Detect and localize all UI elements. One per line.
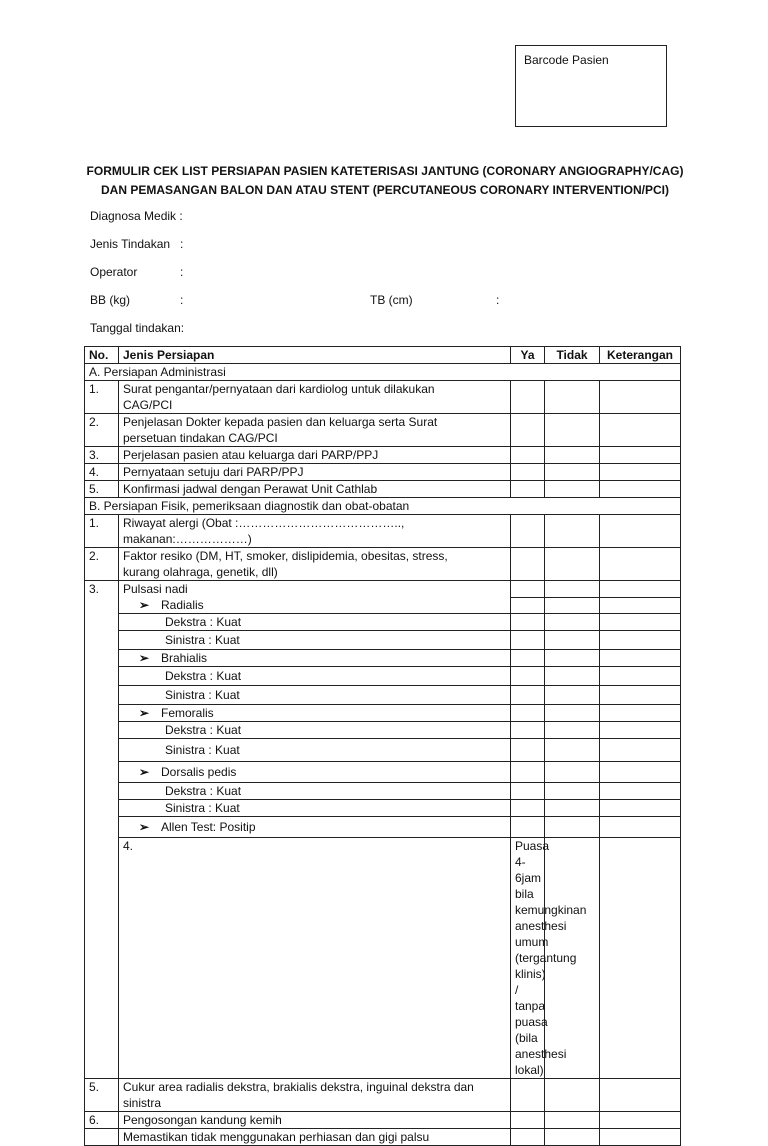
arrow-bullet-icon: ➢ (139, 765, 150, 779)
keterangan-cell[interactable] (600, 414, 681, 447)
radialis-heading (119, 597, 511, 614)
colon: : (180, 265, 184, 279)
row-text: Riwayat alergi (Obat :………………………………….., makanan:………………) (119, 515, 511, 548)
ya-cell[interactable] (511, 705, 545, 722)
ya-cell[interactable] (511, 650, 545, 667)
row-no: 1. (85, 515, 119, 548)
header-keterangan: Keterangan (600, 347, 681, 364)
ya-cell[interactable] (511, 783, 545, 800)
barcode-box (515, 45, 667, 127)
ya-cell[interactable] (511, 381, 545, 414)
row-no: 4. (85, 464, 119, 481)
brahialis-label: Brahialis (161, 651, 208, 665)
keterangan-cell[interactable] (600, 515, 681, 548)
brahialis-sinistra: Sinistra : Kuat (119, 686, 511, 705)
table-row (85, 1129, 681, 1146)
row-text: Pernyataan setuju dari PARP/PPJ (119, 464, 511, 481)
row-no (85, 1129, 119, 1146)
allen-test (119, 817, 511, 838)
brahialis-heading (119, 650, 511, 667)
femoralis-sinistra: Sinistra : Kuat (119, 739, 511, 762)
table-row (85, 515, 681, 548)
ya-cell[interactable] (511, 548, 545, 581)
keterangan-cell[interactable] (600, 614, 681, 631)
tidak-cell[interactable] (545, 1129, 600, 1146)
section-a-row (85, 364, 681, 381)
tb-label: TB (cm) (370, 293, 413, 307)
keterangan-cell[interactable] (600, 381, 681, 414)
operator-label: Operator (90, 265, 138, 279)
tidak-cell[interactable] (545, 1112, 600, 1129)
row-text-line: persetuan tindakan CAG/PCI (123, 431, 278, 445)
sub-row (85, 783, 681, 800)
ya-cell[interactable] (511, 464, 545, 481)
row-no: 4. (119, 838, 511, 1079)
row-text: Perjelasan pasien atau keluarga dari PARP/PPJ (119, 447, 511, 464)
tidak-cell[interactable] (545, 414, 600, 447)
tidak-cell[interactable] (545, 686, 600, 705)
keterangan-cell[interactable] (600, 548, 681, 581)
tidak-cell[interactable] (545, 667, 600, 686)
tidak-cell[interactable] (545, 581, 600, 598)
sub-row (85, 614, 681, 631)
table-row (85, 414, 681, 447)
ya-cell[interactable] (511, 1129, 545, 1146)
ya-cell[interactable] (511, 447, 545, 464)
row-text: Konfirmasi jadwal dengan Perawat Unit Cathlab (119, 481, 511, 498)
form-title (60, 162, 710, 200)
arrow-bullet-icon: ➢ (139, 598, 150, 612)
keterangan-cell[interactable] (600, 817, 681, 838)
tidak-cell[interactable] (545, 481, 600, 498)
colon: : (496, 293, 500, 307)
keterangan-cell[interactable] (600, 667, 681, 686)
keterangan-cell[interactable] (600, 597, 681, 614)
ya-cell[interactable] (511, 1112, 545, 1129)
section-a-title: A. Persiapan Administrasi (85, 364, 681, 381)
tidak-cell[interactable] (545, 381, 600, 414)
row-text-line: / tanpa puasa (bila anesthesi lokal) (515, 983, 567, 1077)
row-text-line: CAG/PCI (123, 398, 173, 412)
colon: : (180, 293, 184, 307)
tidak-cell[interactable] (545, 800, 600, 817)
femoralis-label: Femoralis (161, 706, 214, 720)
keterangan-cell[interactable] (600, 722, 681, 739)
row-text-line: Surat pengantar/pernyataan dari kardiolog untuk dilakukan (123, 382, 435, 396)
row-text (511, 838, 587, 1079)
row-text-line: Puasa 4-6jam bila kemungkinan anesthesi umum (tergantung klinis) (515, 839, 587, 981)
header-no: No. (85, 347, 119, 364)
tidak-cell[interactable] (545, 515, 600, 548)
row-no: 2. (85, 548, 119, 581)
tidak-cell[interactable] (545, 705, 600, 722)
keterangan-cell[interactable] (600, 783, 681, 800)
table-row (85, 447, 681, 464)
ya-cell[interactable] (511, 817, 545, 838)
sub-row-radialis (85, 597, 681, 614)
keterangan-cell[interactable] (600, 800, 681, 817)
ya-cell[interactable] (511, 667, 545, 686)
tidak-cell[interactable] (545, 597, 600, 614)
femoralis-heading (119, 705, 511, 722)
tidak-cell[interactable] (545, 614, 600, 631)
table-row (85, 481, 681, 498)
row-text-line: sinistra (123, 1096, 162, 1110)
section-b-row (85, 498, 681, 515)
tidak-cell[interactable] (545, 447, 600, 464)
field-tb (370, 292, 500, 308)
keterangan-cell[interactable] (600, 1079, 681, 1112)
form-title-line1: FORMULIR CEK LIST PERSIAPAN PASIEN KATETERISASI JANTUNG (CORONARY ANGIOGRAPHY/CAG) (86, 164, 684, 178)
ya-cell[interactable] (511, 1079, 545, 1112)
row-no: 5. (85, 1079, 119, 1112)
dorsalis-dekstra: Dekstra : Kuat (119, 783, 511, 800)
tidak-cell[interactable] (545, 548, 600, 581)
row-text-line: Faktor resiko (DM, HT, smoker, dislipidemia, obesitas, stress, (123, 549, 448, 563)
keterangan-cell[interactable] (600, 1129, 681, 1146)
keterangan-cell[interactable] (600, 481, 681, 498)
allen-test-label: Allen Test: Positip (161, 820, 256, 834)
keterangan-cell[interactable] (600, 447, 681, 464)
row-text (119, 1079, 511, 1112)
ya-cell[interactable] (511, 762, 545, 783)
row-no: 1. (85, 381, 119, 414)
arrow-bullet-icon: ➢ (139, 820, 150, 834)
row-text: Pulsasi nadi (119, 581, 511, 598)
sub-row (85, 667, 681, 686)
jenis-tindakan-label: Jenis Tindakan (90, 237, 171, 251)
radialis-dekstra: Dekstra : Kuat (119, 614, 511, 631)
radialis-label: Radialis (161, 598, 204, 612)
keterangan-cell[interactable] (600, 705, 681, 722)
sub-row (85, 800, 681, 817)
table-row (85, 381, 681, 414)
row-no: 2. (85, 414, 119, 447)
checklist-table (84, 346, 681, 1146)
row-text-line: Penjelasan Dokter kepada pasien dan keluarga serta Surat (123, 415, 438, 429)
keterangan-cell[interactable] (600, 581, 681, 598)
table-row (85, 1079, 681, 1112)
dorsalis-label: Dorsalis pedis (161, 765, 237, 779)
ya-cell[interactable] (511, 722, 545, 739)
row-no: 3. (85, 581, 119, 1079)
row-no: 3. (85, 447, 119, 464)
sub-row (85, 739, 681, 762)
ya-cell[interactable] (511, 631, 545, 650)
table-row (85, 548, 681, 581)
row-text: Pengosongan kandung kemih (119, 1112, 511, 1129)
ya-cell[interactable] (511, 686, 545, 705)
colon: : (180, 237, 184, 251)
form-title-line2: DAN PEMASANGAN BALON DAN ATAU STENT (PERCUTANEOUS CORONARY INTERVENTION/PCI) (100, 183, 669, 197)
row-text-line: Cukur area radialis dekstra, brakialis dekstra, inguinal dekstra dan (123, 1080, 474, 1094)
ya-cell[interactable] (511, 614, 545, 631)
ya-cell[interactable] (511, 481, 545, 498)
tidak-cell[interactable] (545, 464, 600, 481)
tidak-cell[interactable] (545, 722, 600, 739)
sub-row-brahialis (85, 650, 681, 667)
keterangan-cell[interactable] (600, 1112, 681, 1129)
ya-cell[interactable] (511, 414, 545, 447)
sub-row-femoralis (85, 705, 681, 722)
sub-row-dorsalis (85, 762, 681, 783)
tidak-cell[interactable] (545, 650, 600, 667)
row-no: 6. (85, 1112, 119, 1129)
ya-cell[interactable] (511, 739, 545, 762)
ya-cell[interactable] (511, 597, 545, 614)
dorsalis-heading (119, 762, 511, 783)
keterangan-cell[interactable] (600, 762, 681, 783)
sub-row-allen (85, 817, 681, 838)
table-row (85, 838, 681, 1079)
sub-row (85, 686, 681, 705)
diagnosa-label: Diagnosa Medik : (90, 209, 183, 223)
row-text (119, 548, 511, 581)
ya-cell[interactable] (511, 800, 545, 817)
ya-cell[interactable] (511, 515, 545, 548)
keterangan-cell[interactable] (600, 464, 681, 481)
section-b-title: B. Persiapan Fisik, pemeriksaan diagnostik dan obat-obatan (85, 498, 681, 515)
table-header-row (85, 347, 681, 364)
tanggal-label: Tanggal tindakan: (90, 321, 185, 335)
header-jenis: Jenis Persiapan (119, 347, 511, 364)
dorsalis-sinistra: Sinistra : Kuat (119, 800, 511, 817)
header-tidak: Tidak (545, 347, 600, 364)
sub-row (85, 722, 681, 739)
tidak-cell[interactable] (545, 739, 600, 762)
keterangan-cell[interactable] (600, 686, 681, 705)
keterangan-cell[interactable] (600, 631, 681, 650)
tidak-cell[interactable] (545, 1079, 600, 1112)
header-ya: Ya (511, 347, 545, 364)
row-text (119, 381, 511, 414)
brahialis-dekstra: Dekstra : Kuat (119, 667, 511, 686)
arrow-bullet-icon: ➢ (139, 706, 150, 720)
ya-cell[interactable] (511, 581, 545, 598)
row-text (119, 414, 511, 447)
radialis-sinistra: Sinistra : Kuat (119, 631, 511, 650)
row-text: Memastikan tidak menggunakan perhiasan dan gigi palsu (119, 1129, 511, 1146)
tidak-cell[interactable] (545, 817, 600, 838)
table-row (85, 581, 681, 598)
tidak-cell[interactable] (600, 838, 681, 1079)
table-row (85, 1112, 681, 1129)
sub-row (85, 631, 681, 650)
row-text-line: kurang olahraga, genetik, dll) (123, 565, 278, 579)
table-row (85, 464, 681, 481)
tidak-cell[interactable] (545, 762, 600, 783)
barcode-label: Barcode Pasien (524, 53, 609, 67)
tidak-cell[interactable] (545, 783, 600, 800)
keterangan-cell[interactable] (600, 739, 681, 762)
row-no: 5. (85, 481, 119, 498)
keterangan-cell[interactable] (600, 650, 681, 667)
femoralis-dekstra: Dekstra : Kuat (119, 722, 511, 739)
arrow-bullet-icon: ➢ (139, 651, 150, 665)
tidak-cell[interactable] (545, 631, 600, 650)
bb-label: BB (kg) (90, 293, 131, 307)
